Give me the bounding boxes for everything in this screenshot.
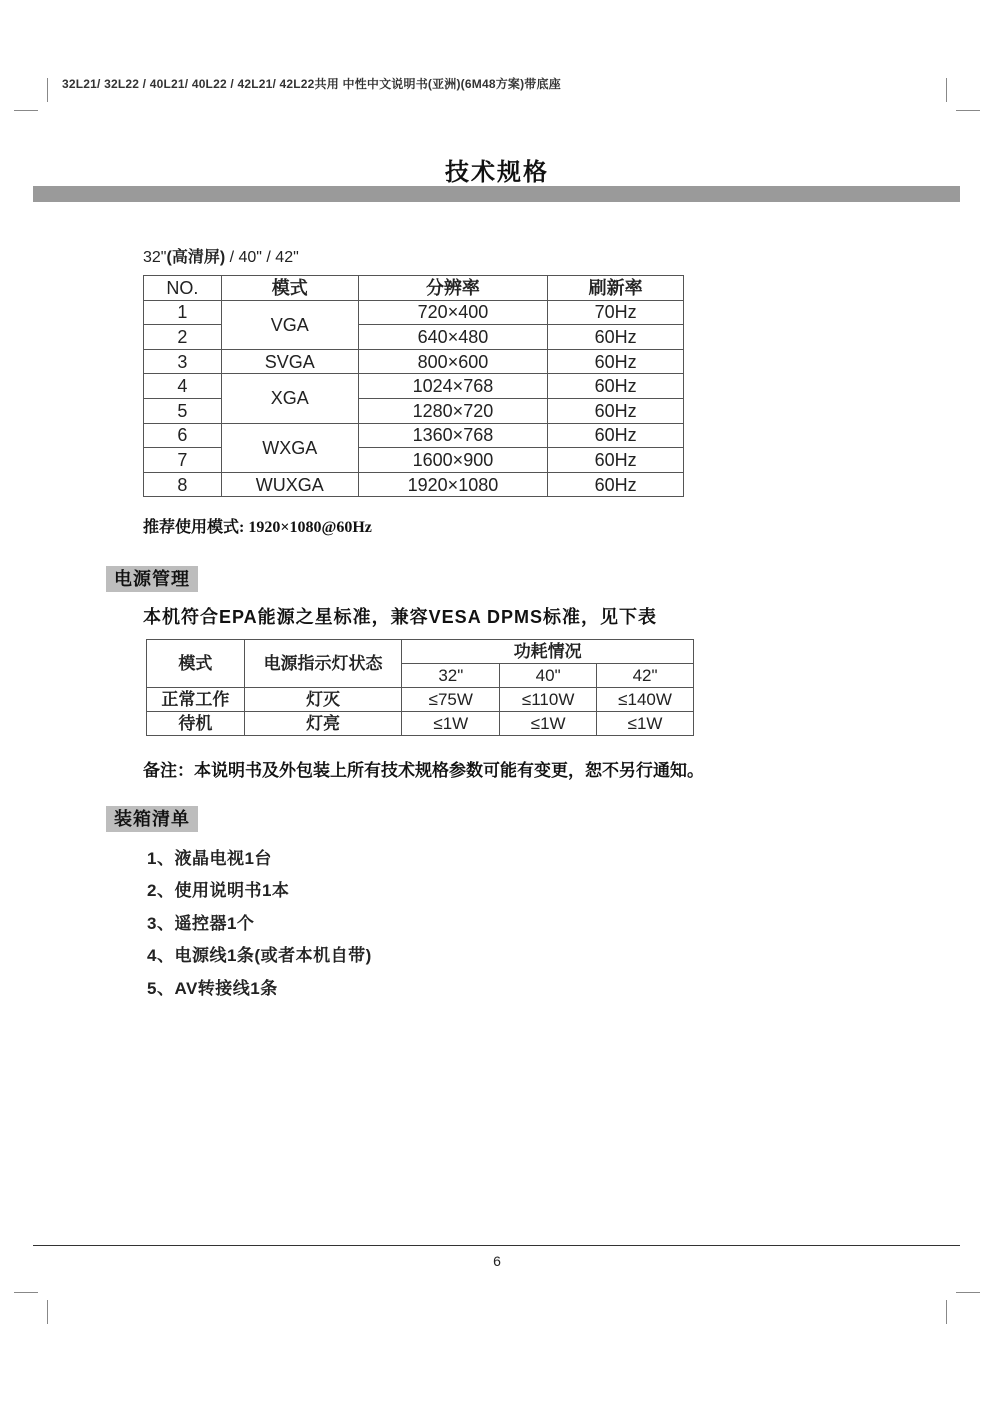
table-header-row (144, 276, 684, 301)
crop-mark (946, 78, 947, 102)
row-mode: XGA (221, 374, 358, 423)
list-item: 3、遥控器1个 (147, 914, 255, 933)
table-row (144, 349, 684, 374)
header-indicator: 电源指示灯状态 (244, 640, 402, 688)
row-mode: WUXGA (221, 472, 358, 497)
row-value: ≤1W (402, 712, 500, 736)
crop-mark (946, 1300, 947, 1324)
row-no: 4 (144, 374, 222, 399)
row-no: 6 (144, 423, 222, 448)
recommended-mode: 推荐使用模式: 1920×1080@60Hz (143, 519, 372, 536)
resolution-caption (143, 244, 299, 267)
list-item: 2、使用说明书1本 (147, 881, 290, 900)
row-mode: WXGA (221, 423, 358, 472)
header-mode: 模式 (147, 640, 245, 688)
row-indicator: 灯灭 (244, 688, 402, 712)
row-value: ≤110W (500, 688, 597, 712)
row-resolution: 1280×720 (358, 398, 548, 423)
title-bar (33, 186, 960, 202)
row-mode: SVGA (221, 349, 358, 374)
section-packing-list: 装箱清单 (106, 806, 198, 832)
caption-suffix: / 40" / 42" (225, 249, 299, 266)
resolution-table (143, 275, 684, 497)
row-resolution: 1920×1080 (358, 472, 548, 497)
crop-mark (956, 110, 980, 111)
row-resolution: 1360×768 (358, 423, 548, 448)
row-refresh: 60Hz (548, 349, 684, 374)
row-no: 7 (144, 448, 222, 473)
header-no: NO. (144, 276, 222, 301)
list-item: 1、液晶电视1台 (147, 849, 272, 868)
page-number: 6 (493, 1253, 501, 1269)
header-size-32: 32" (402, 664, 500, 688)
table-row (144, 472, 684, 497)
row-resolution: 1600×900 (358, 448, 548, 473)
section-power-management: 电源管理 (106, 566, 198, 592)
row-refresh: 60Hz (548, 448, 684, 473)
row-mode: 正常工作 (147, 688, 245, 712)
row-resolution: 800×600 (358, 349, 548, 374)
table-row (144, 423, 684, 448)
remark-note: 备注：本说明书及外包装上所有技术规格参数可能有变更，恕不另行通知。 (143, 761, 704, 780)
power-table (146, 639, 694, 736)
row-refresh: 60Hz (548, 325, 684, 350)
crop-mark (14, 110, 38, 111)
row-no: 8 (144, 472, 222, 497)
table-row (147, 712, 694, 736)
header-mode: 模式 (221, 276, 358, 301)
header-size-42: 42" (597, 664, 694, 688)
crop-mark (956, 1292, 980, 1293)
row-mode: VGA (221, 300, 358, 349)
row-value: ≤1W (597, 712, 694, 736)
caption-prefix: 32" (143, 249, 167, 266)
caption-bold: (高清屏) (166, 249, 226, 266)
footer-rule (33, 1245, 960, 1246)
row-refresh: 60Hz (548, 423, 684, 448)
row-no: 3 (144, 349, 222, 374)
header-consumption: 功耗情况 (402, 640, 694, 664)
crop-mark (47, 1300, 48, 1324)
table-row (144, 300, 684, 325)
row-no: 1 (144, 300, 222, 325)
power-intro: 本机符合EPA能源之星标准，兼容VESA DPMS标准，见下表 (143, 607, 658, 627)
row-mode: 待机 (147, 712, 245, 736)
row-no: 5 (144, 398, 222, 423)
row-resolution: 1024×768 (358, 374, 548, 399)
row-indicator: 灯亮 (244, 712, 402, 736)
crop-mark (14, 1292, 38, 1293)
row-refresh: 60Hz (548, 398, 684, 423)
list-item: 5、AV转接线1条 (147, 979, 278, 998)
row-resolution: 720×400 (358, 300, 548, 325)
table-row (144, 374, 684, 399)
page-title: 技术规格 (445, 159, 549, 186)
row-value: ≤140W (597, 688, 694, 712)
row-refresh: 70Hz (548, 300, 684, 325)
table-row (147, 688, 694, 712)
crop-mark (47, 78, 48, 102)
row-resolution: 640×480 (358, 325, 548, 350)
header-resolution: 分辨率 (358, 276, 548, 301)
row-value: ≤75W (402, 688, 500, 712)
power-header-row (147, 640, 694, 664)
running-header: 32L21/ 32L22 / 40L21/ 40L22 / 42L21/ 42L22共用 中性中文说明书(亚洲)(6M48方案)带底座 (62, 77, 561, 91)
row-value: ≤1W (500, 712, 597, 736)
row-refresh: 60Hz (548, 374, 684, 399)
row-refresh: 60Hz (548, 472, 684, 497)
row-no: 2 (144, 325, 222, 350)
list-item: 4、电源线1条(或者本机自带) (147, 946, 372, 965)
header-size-40: 40" (500, 664, 597, 688)
header-refresh: 刷新率 (548, 276, 684, 301)
